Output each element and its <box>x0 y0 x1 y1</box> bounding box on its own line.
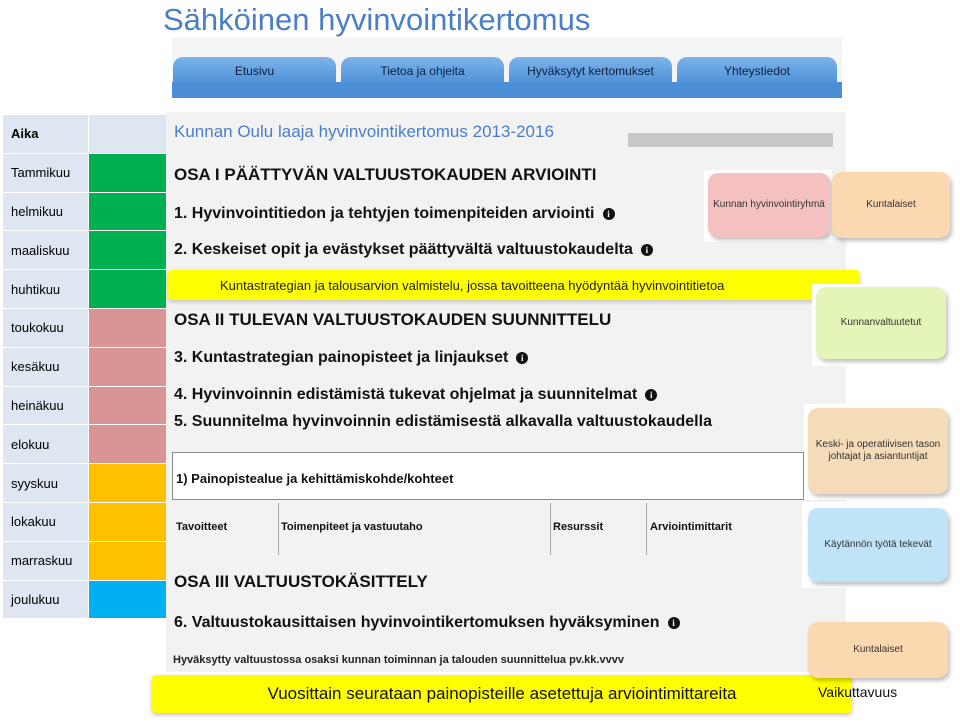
document-title: Kunnan Oulu laaja hyvinvointikertomus 2013-2016 <box>174 122 554 141</box>
info-icon[interactable]: i <box>645 389 657 401</box>
calendar-month-fill <box>89 542 166 580</box>
strategy-banner: Kuntastrategian ja talousarvion valmistelu, jossa tavoitteena hyödyntää hyvinvointitietoa <box>168 270 860 300</box>
calendar-month-label: syyskuu <box>3 464 89 502</box>
calendar-month-label: helmikuu <box>3 193 89 231</box>
calendar-month-fill <box>89 154 166 192</box>
column-tavoitteet: Tavoitteet <box>176 521 228 533</box>
item5-heading[interactable]: 5. Suunnitelma hyvinvoinnin edistämisestä alkavalla valtuustokaudella <box>174 413 712 430</box>
column-divider <box>278 503 279 555</box>
calendar-month-fill <box>89 387 166 425</box>
calendar-month-row <box>3 154 166 193</box>
calendar-month-fill <box>89 270 166 308</box>
calendar-header-row <box>3 115 166 154</box>
item6-heading[interactable] <box>174 614 680 632</box>
part3-heading: OSA III VALTUUSTOKÄSITTELY <box>174 572 428 591</box>
tab-etusivu[interactable]: Etusivu <box>173 57 336 85</box>
calendar-month-row <box>3 542 166 581</box>
calendar-month-label: lokakuu <box>3 503 89 541</box>
info-icon[interactable]: i <box>516 352 528 364</box>
item4-label: 4. Hyvinvoinnin edistämistä tukevat ohjelmat ja suunnitelmat <box>174 386 638 403</box>
actor-kuntalaiset-bottom: Kuntalaiset <box>808 622 948 678</box>
item1-label: 1. Hyvinvointitiedon ja tehtyjen toimenpiteiden arviointi <box>174 205 595 222</box>
column-divider <box>646 503 647 555</box>
actor-kaytannon-tyota-tekevat: Käytännön työtä tekevät <box>808 508 948 582</box>
calendar-month-label: joulukuu <box>3 581 89 619</box>
info-icon[interactable]: i <box>603 208 615 220</box>
calendar-month-label: huhtikuu <box>3 270 89 308</box>
calendar-month-label: maaliskuu <box>3 231 89 269</box>
title-bar-decoration <box>628 133 833 147</box>
calendar-month-fill <box>89 193 166 231</box>
calendar-month-label: elokuu <box>3 425 89 463</box>
column-divider <box>550 503 551 555</box>
actor-keski-ja-operatiiviset-johtajat: Keski- ja operatiivisen tason johtajat ja asiantuntijat <box>808 408 948 494</box>
priority-area-label: 1) Painopistealue ja kehittämiskohde/kohteet <box>176 471 454 486</box>
calendar-month-fill <box>89 309 166 347</box>
calendar-month-row <box>3 581 166 620</box>
calendar-month-label: Tammikuu <box>3 154 89 192</box>
item3-label: 3. Kuntastrategian painopisteet ja linjaukset <box>174 349 509 366</box>
calendar-month-row <box>3 503 166 542</box>
calendar-month-row <box>3 231 166 270</box>
calendar-month-label: marraskuu <box>3 542 89 580</box>
column-resurssit: Resurssit <box>553 521 604 533</box>
calendar-month-row <box>3 464 166 503</box>
calendar-month-fill <box>89 425 166 463</box>
tab-yhteystiedot[interactable]: Yhteystiedot <box>677 57 837 85</box>
item2-heading[interactable] <box>174 241 653 259</box>
part1-heading: OSA I PÄÄTTYVÄN VALTUUSTOKAUDEN ARVIOINTI <box>174 165 597 184</box>
item2-label: 2. Keskeiset opit ja evästykset päättyvältä valtuustokaudelta <box>174 241 633 258</box>
calendar-month-row <box>3 270 166 309</box>
tab-hyvaksytyt-kertomukset[interactable]: Hyväksytyt kertomukset <box>509 57 672 85</box>
calendar-month-row <box>3 193 166 232</box>
column-toimenpiteet: Toimenpiteet ja vastuutaho <box>281 521 423 533</box>
calendar-month-fill <box>89 581 166 619</box>
approval-note: Hyväksytty valtuustossa osaksi kunnan toiminnan ja talouden suunnittelua pv.kk.vvvv <box>173 654 624 666</box>
calendar-month-label: heinäkuu <box>3 387 89 425</box>
calendar-month-fill <box>89 231 166 269</box>
part2-heading: OSA II TULEVAN VALTUUSTOKAUDEN SUUNNITTELU <box>174 310 612 329</box>
calendar-month-label: kesäkuu <box>3 348 89 386</box>
calendar-month-fill <box>89 503 166 541</box>
actor-kunnan-hyvinvointiryhma: Kunnan hyvinvointiryhmä <box>708 173 830 237</box>
actor-kuntalaiset: Kuntalaiset <box>832 172 950 238</box>
calendar-header-fill <box>89 115 166 153</box>
tab-tietoa-ja-ohjeita[interactable]: Tietoa ja ohjeita <box>341 57 504 85</box>
item4-heading[interactable] <box>174 386 657 404</box>
column-arviointimittarit: Arviointimittarit <box>650 521 732 533</box>
item1-heading[interactable] <box>174 205 615 223</box>
item6-label: 6. Valtuustokausittaisen hyvinvointikertomuksen hyväksyminen <box>174 614 660 631</box>
calendar-month-row <box>3 309 166 348</box>
item3-heading[interactable] <box>174 349 528 367</box>
actor-kunnanvaltuutetut: Kunnanvaltuutetut <box>816 287 946 359</box>
calendar-month-row <box>3 348 166 387</box>
calendar-month-row <box>3 425 166 464</box>
calendar-month-fill <box>89 348 166 386</box>
calendar-month-row <box>3 387 166 426</box>
calendar-timeline <box>3 115 166 619</box>
app-title: Sähköinen hyvinvointikertomus <box>163 2 591 37</box>
impact-label: Vaikuttavuus <box>818 684 898 700</box>
calendar-header: Aika <box>3 115 89 153</box>
info-icon[interactable]: i <box>668 617 680 629</box>
calendar-month-fill <box>89 464 166 502</box>
info-icon[interactable]: i <box>641 244 653 256</box>
calendar-month-label: toukokuu <box>3 309 89 347</box>
followup-banner: Vuosittain seurataan painopisteille asetettuja arviointimittareita <box>152 675 852 713</box>
